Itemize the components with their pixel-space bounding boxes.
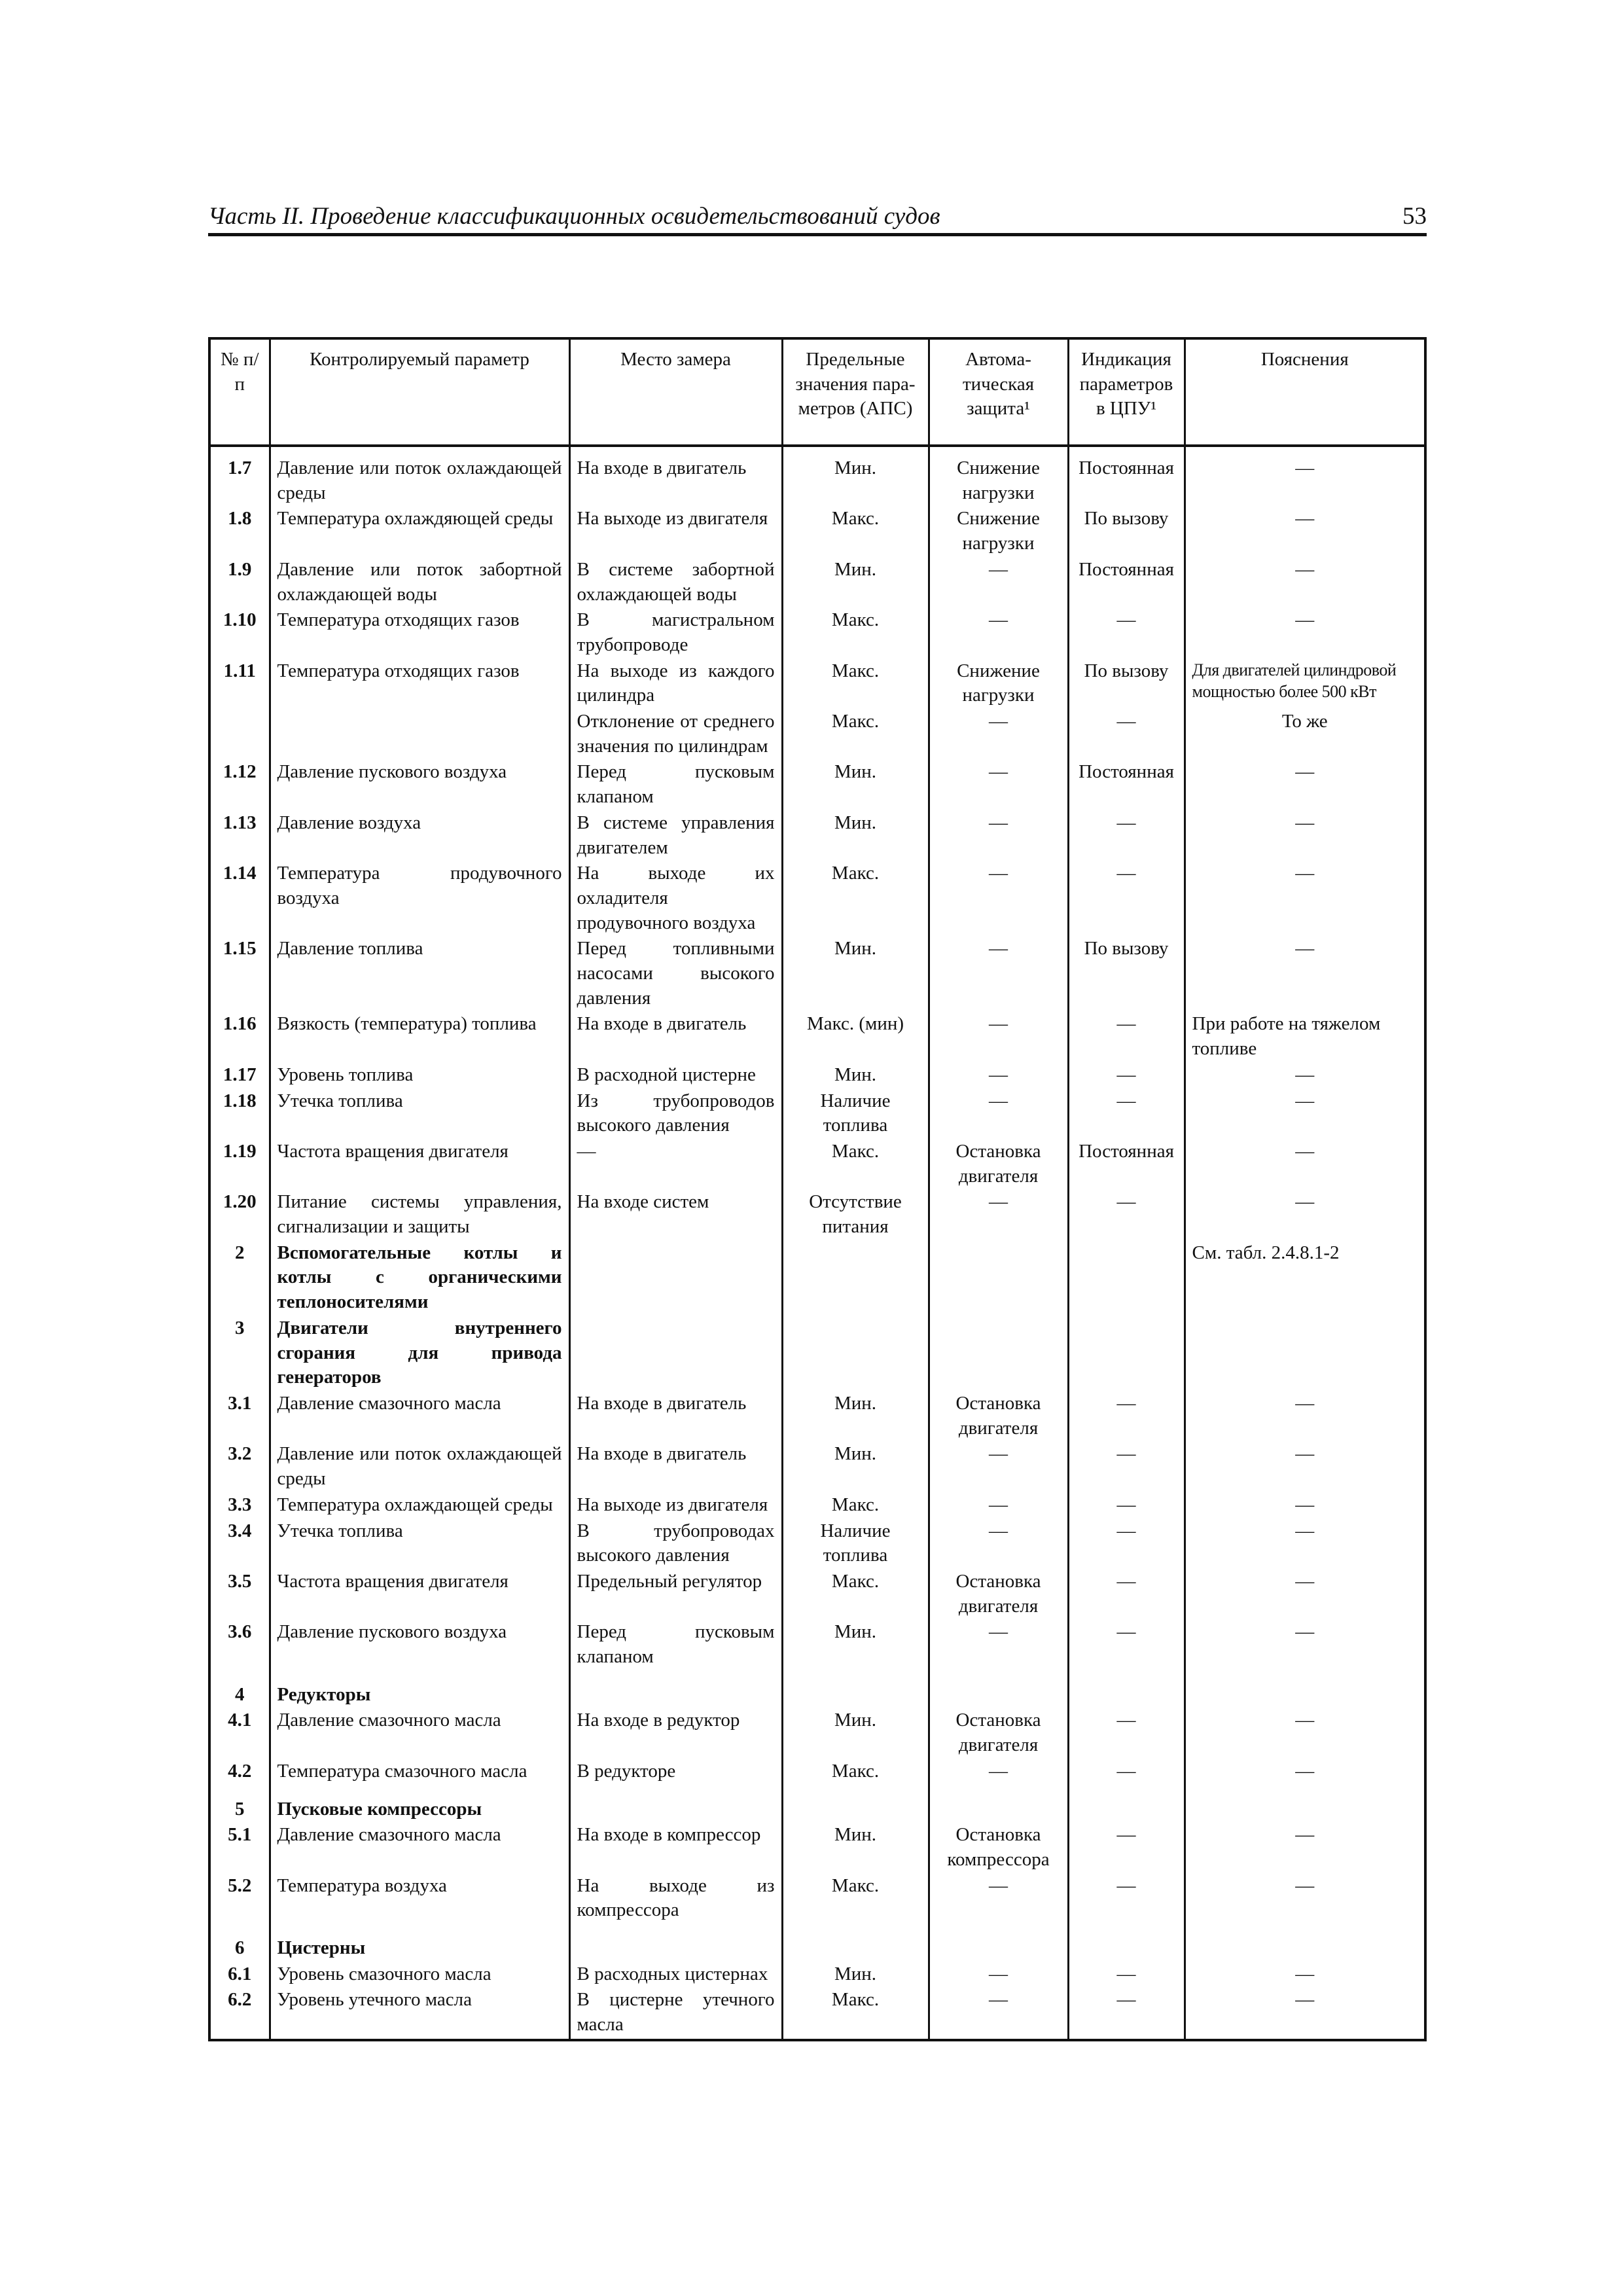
table-row (211, 1390, 1424, 1441)
row-location: На выходе из двигателя (569, 1492, 782, 1518)
row-parameter: Температура смазочного масла (270, 1758, 569, 1784)
row-parameter: Питание системы управления, сигнализации и защиты (270, 1189, 569, 1239)
row-note: — (1185, 607, 1424, 657)
row-parameter: Температура продувочного воздуха (270, 860, 569, 935)
row-parameter: Давление пускового воздуха (270, 759, 569, 809)
row-location (569, 1240, 782, 1315)
row-note: — (1185, 446, 1424, 505)
row-indication: — (1068, 1189, 1185, 1239)
row-protection: — (929, 607, 1068, 657)
row-note: То же (1185, 708, 1424, 759)
row-location (569, 1784, 782, 1822)
row-note: — (1185, 759, 1424, 809)
row-parameter: Давление или поток охлаждающей среды (270, 1441, 569, 1491)
row-limit: Макс. (782, 1873, 929, 1923)
table-row (211, 505, 1424, 556)
row-limit (782, 1923, 929, 1961)
row-note: — (1185, 1619, 1424, 1669)
row-limit: Макс. (782, 1986, 929, 2037)
row-protection: Остановка двигателя (929, 1138, 1068, 1189)
parameters-table (208, 337, 1427, 2041)
row-parameter: Вспомогательные котлы и котлы с органическими теплоносителями (270, 1240, 569, 1315)
row-limit (782, 1240, 929, 1315)
row-note: — (1185, 1518, 1424, 1568)
row-indication: — (1068, 1619, 1185, 1669)
row-location: На входе в двигатель (569, 1011, 782, 1061)
row-protection: Остановка двигателя (929, 1390, 1068, 1441)
table-row (211, 607, 1424, 657)
row-limit: Мин. (782, 1390, 929, 1441)
row-protection: — (929, 1961, 1068, 1987)
table-row (211, 1062, 1424, 1088)
row-number: 5 (211, 1784, 270, 1822)
row-indication: Постоянная (1068, 556, 1185, 607)
row-parameter: Частота вращения двигателя (270, 1138, 569, 1189)
row-limit: Мин. (782, 1619, 929, 1669)
row-parameter: Частота вращения двигателя (270, 1568, 569, 1619)
row-parameter: Давление топлива (270, 935, 569, 1011)
row-limit: Мин. (782, 759, 929, 809)
row-number: 1.18 (211, 1088, 270, 1138)
row-parameter: Уровень утечного масла (270, 1986, 569, 2037)
table-filler-cell (1185, 2037, 1424, 2039)
col-header-number: № п/п (211, 340, 270, 446)
row-protection (929, 1240, 1068, 1315)
table-filler-cell (1068, 2037, 1185, 2039)
row-note: — (1185, 556, 1424, 607)
row-limit: Мин. (782, 556, 929, 607)
row-protection: — (929, 1873, 1068, 1923)
row-protection: — (929, 1758, 1068, 1784)
row-note: — (1185, 1189, 1424, 1239)
table-row (211, 1758, 1424, 1784)
table-row (211, 658, 1424, 708)
row-location: На входе в двигатель (569, 446, 782, 505)
row-number: 6 (211, 1923, 270, 1961)
row-indication: По вызову (1068, 935, 1185, 1011)
table-row (211, 935, 1424, 1011)
table-row (211, 1670, 1424, 1708)
row-limit: Макс. (782, 658, 929, 708)
row-number: 1.9 (211, 556, 270, 607)
row-parameter: Давление воздуха (270, 810, 569, 860)
table-row (211, 1189, 1424, 1239)
row-number: 5.2 (211, 1873, 270, 1923)
row-indication (1068, 1315, 1185, 1390)
row-limit: Наличие топлива (782, 1088, 929, 1138)
table-row (211, 1138, 1424, 1189)
table-filler-cell (569, 2037, 782, 2039)
page-number: 53 (1402, 203, 1427, 230)
row-indication: — (1068, 1707, 1185, 1757)
row-indication: — (1068, 1088, 1185, 1138)
row-number: 3 (211, 1315, 270, 1390)
table-filler-row (211, 2037, 1424, 2039)
table-row (211, 1568, 1424, 1619)
row-limit: Макс. (782, 708, 929, 759)
row-protection: Остановка двигателя (929, 1707, 1068, 1757)
row-number: 6.1 (211, 1961, 270, 1987)
row-indication (1068, 1784, 1185, 1822)
row-indication: — (1068, 1390, 1185, 1441)
row-limit (782, 1315, 929, 1390)
table-row (211, 1619, 1424, 1669)
table-row (211, 708, 1424, 759)
row-parameter: Температура отходящих газов (270, 607, 569, 657)
row-location: В редукторе (569, 1758, 782, 1784)
row-indication (1068, 1670, 1185, 1708)
row-location: Предельный регулятор (569, 1568, 782, 1619)
row-indication: — (1068, 1518, 1185, 1568)
table-row (211, 1961, 1424, 1987)
row-protection: — (929, 1011, 1068, 1061)
table-row (211, 1011, 1424, 1061)
row-indication: Постоянная (1068, 759, 1185, 809)
row-protection: Снижение нагрузки (929, 505, 1068, 556)
row-location: Отклонение от среднего значения по цилиндрам (569, 708, 782, 759)
table-row (211, 1986, 1424, 2037)
row-protection: — (929, 1189, 1068, 1239)
row-number: 1.17 (211, 1062, 270, 1088)
row-note: При работе на тяжелом топливе (1185, 1011, 1424, 1061)
row-number: 3.1 (211, 1390, 270, 1441)
row-indication: — (1068, 1441, 1185, 1491)
row-location: На входе в двигатель (569, 1441, 782, 1491)
table-row (211, 446, 1424, 505)
row-number: 1.13 (211, 810, 270, 860)
row-location: Перед пусковым клапаном (569, 759, 782, 809)
row-limit: Мин. (782, 1961, 929, 1987)
row-number: 5.1 (211, 1821, 270, 1872)
row-location: В трубопроводах высокого давления (569, 1518, 782, 1568)
row-indication: — (1068, 1821, 1185, 1872)
row-parameter: Температура воздуха (270, 1873, 569, 1923)
row-limit: Макс. (782, 1568, 929, 1619)
row-location (569, 1315, 782, 1390)
row-number: 6.2 (211, 1986, 270, 2037)
row-location (569, 1923, 782, 1961)
row-protection: Снижение нагрузки (929, 658, 1068, 708)
row-note: — (1185, 1961, 1424, 1987)
page-header (208, 198, 1427, 236)
row-note: — (1185, 810, 1424, 860)
row-parameter: Давление пускового воздуха (270, 1619, 569, 1669)
row-location: В системе управления двигателем (569, 810, 782, 860)
col-header-indication: Индикация параметров в ЦПУ¹ (1068, 340, 1185, 446)
row-note: — (1185, 1138, 1424, 1189)
row-limit: Отсутствие питания (782, 1189, 929, 1239)
row-indication: — (1068, 1568, 1185, 1619)
row-parameter: Уровень топлива (270, 1062, 569, 1088)
row-limit: Мин. (782, 935, 929, 1011)
col-header-location: Место замера (569, 340, 782, 446)
row-location: В магистральном трубопроводе (569, 607, 782, 657)
row-indication: — (1068, 607, 1185, 657)
row-note: — (1185, 1873, 1424, 1923)
row-parameter: Температура отходящих газов (270, 658, 569, 708)
row-protection: — (929, 935, 1068, 1011)
row-parameter: Давление смазочного масла (270, 1390, 569, 1441)
row-limit: Макс. (мин) (782, 1011, 929, 1061)
row-parameter: Температура охлаждающей среды (270, 1492, 569, 1518)
table-row (211, 1088, 1424, 1138)
row-protection: — (929, 860, 1068, 935)
row-note (1185, 1670, 1424, 1708)
row-location: На выходе из компрессора (569, 1873, 782, 1923)
row-location: — (569, 1138, 782, 1189)
row-note: — (1185, 860, 1424, 935)
row-location: На выходе их охладителя продувочного воздуха (569, 860, 782, 935)
row-limit: Мин. (782, 810, 929, 860)
table-filler-cell (782, 2037, 929, 2039)
row-parameter: Редукторы (270, 1670, 569, 1708)
row-limit (782, 1670, 929, 1708)
row-note: Для двигателей цилиндровой мощностью более 500 кВт (1185, 658, 1424, 708)
row-note: — (1185, 1062, 1424, 1088)
row-location: Перед пусковым клапаном (569, 1619, 782, 1669)
row-limit: Мин. (782, 1062, 929, 1088)
row-number: 2 (211, 1240, 270, 1315)
row-note: — (1185, 1986, 1424, 2037)
table-row (211, 1923, 1424, 1961)
table-row (211, 1821, 1424, 1872)
row-note: — (1185, 1758, 1424, 1784)
row-protection: — (929, 810, 1068, 860)
row-limit: Наличие топлива (782, 1518, 929, 1568)
row-protection (929, 1670, 1068, 1708)
table-row (211, 1518, 1424, 1568)
row-parameter (270, 708, 569, 759)
row-limit: Мин. (782, 1707, 929, 1757)
table-row (211, 1315, 1424, 1390)
row-note: — (1185, 1821, 1424, 1872)
row-parameter: Давление смазочного масла (270, 1707, 569, 1757)
row-location: На входе систем (569, 1189, 782, 1239)
row-indication: — (1068, 1986, 1185, 2037)
row-note: — (1185, 935, 1424, 1011)
row-number: 1.19 (211, 1138, 270, 1189)
row-location: В цистерне утечного масла (569, 1986, 782, 2037)
row-note (1185, 1315, 1424, 1390)
row-location: На выходе из каждого цилиндра (569, 658, 782, 708)
row-indication: Постоянная (1068, 446, 1185, 505)
row-number: 1.15 (211, 935, 270, 1011)
row-indication: По вызову (1068, 658, 1185, 708)
row-protection: — (929, 556, 1068, 607)
table-row (211, 1707, 1424, 1757)
row-parameter: Пусковые компрессоры (270, 1784, 569, 1822)
row-limit: Макс. (782, 1138, 929, 1189)
row-indication: — (1068, 1758, 1185, 1784)
row-protection: Снижение нагрузки (929, 446, 1068, 505)
row-protection (929, 1923, 1068, 1961)
row-location: На выходе из двигателя (569, 505, 782, 556)
table-filler-cell (929, 2037, 1068, 2039)
row-parameter: Вязкость (температура) топлива (270, 1011, 569, 1061)
row-limit: Макс. (782, 1758, 929, 1784)
row-indication: — (1068, 1492, 1185, 1518)
row-number: 4.2 (211, 1758, 270, 1784)
table-row (211, 556, 1424, 607)
row-note: — (1185, 1707, 1424, 1757)
table-row (211, 1784, 1424, 1822)
row-parameter: Давление смазочного масла (270, 1821, 569, 1872)
row-limit: Макс. (782, 1492, 929, 1518)
table-row (211, 1441, 1424, 1491)
row-parameter: Утечка топлива (270, 1518, 569, 1568)
row-indication: — (1068, 1873, 1185, 1923)
row-protection (929, 1784, 1068, 1822)
row-parameter: Давление или поток забортной охлаждающей воды (270, 556, 569, 607)
row-location: На входе в двигатель (569, 1390, 782, 1441)
row-location: На входе в компрессор (569, 1821, 782, 1872)
row-parameter: Утечка топлива (270, 1088, 569, 1138)
row-limit: Мин. (782, 1821, 929, 1872)
row-parameter: Давление или поток охлаждающей среды (270, 446, 569, 505)
row-protection: — (929, 1518, 1068, 1568)
row-protection: — (929, 759, 1068, 809)
row-protection: — (929, 1986, 1068, 2037)
row-protection (929, 1315, 1068, 1390)
table-row (211, 1873, 1424, 1923)
row-note: — (1185, 505, 1424, 556)
row-location (569, 1670, 782, 1708)
row-number: 3.4 (211, 1518, 270, 1568)
row-number: 4.1 (211, 1707, 270, 1757)
row-indication: — (1068, 708, 1185, 759)
table-row (211, 810, 1424, 860)
row-protection: — (929, 1441, 1068, 1491)
row-indication: — (1068, 1062, 1185, 1088)
row-number: 1.16 (211, 1011, 270, 1061)
row-parameter: Уровень смазочного масла (270, 1961, 569, 1987)
row-number: 1.12 (211, 759, 270, 809)
row-protection: Остановка двигателя (929, 1568, 1068, 1619)
row-note: См. табл. 2.4.8.1-2 (1185, 1240, 1424, 1315)
row-indication: По вызову (1068, 505, 1185, 556)
table-header-row (211, 340, 1424, 446)
row-location: В расходных цистернах (569, 1961, 782, 1987)
row-protection: — (929, 1062, 1068, 1088)
row-note (1185, 1923, 1424, 1961)
row-limit: Макс. (782, 505, 929, 556)
row-limit: Макс. (782, 860, 929, 935)
col-header-limits: Предельные значения пара- метров (АПС) (782, 340, 929, 446)
running-title: Часть II. Проведение классификационных освидетельствований судов (208, 203, 940, 230)
row-indication (1068, 1240, 1185, 1315)
row-number: 4 (211, 1670, 270, 1708)
row-indication: — (1068, 810, 1185, 860)
row-number: 3.6 (211, 1619, 270, 1669)
row-number: 3.3 (211, 1492, 270, 1518)
row-location: Перед топливными насосами высокого давления (569, 935, 782, 1011)
row-location: Из трубопроводов высокого давления (569, 1088, 782, 1138)
row-location: На входе в редуктор (569, 1707, 782, 1757)
row-indication (1068, 1923, 1185, 1961)
row-limit: Мин. (782, 446, 929, 505)
row-indication: Постоянная (1068, 1138, 1185, 1189)
row-protection: — (929, 1088, 1068, 1138)
row-number: 1.8 (211, 505, 270, 556)
row-indication: — (1068, 1011, 1185, 1061)
col-header-parameter: Контролируемый параметр (270, 340, 569, 446)
row-number: 1.14 (211, 860, 270, 935)
row-parameter: Цистерны (270, 1923, 569, 1961)
row-indication: — (1068, 860, 1185, 935)
row-number: 1.20 (211, 1189, 270, 1239)
row-note: — (1185, 1568, 1424, 1619)
row-parameter: Двигатели внутреннего сгорания для привода генераторов (270, 1315, 569, 1390)
row-number: 1.11 (211, 658, 270, 708)
row-limit: Мин. (782, 1441, 929, 1491)
row-number: 1.7 (211, 446, 270, 505)
table-filler-cell (211, 2037, 270, 2039)
row-number (211, 708, 270, 759)
table-filler-cell (270, 2037, 569, 2039)
row-indication: — (1068, 1961, 1185, 1987)
col-header-notes: Пояснения (1185, 340, 1424, 446)
row-parameter: Температура охлаждяющей среды (270, 505, 569, 556)
row-protection: — (929, 1492, 1068, 1518)
row-protection: — (929, 1619, 1068, 1669)
row-note: — (1185, 1492, 1424, 1518)
row-note: — (1185, 1441, 1424, 1491)
row-location: В системе забортной охлаждающей воды (569, 556, 782, 607)
row-protection: Остановка компрессора (929, 1821, 1068, 1872)
row-note: — (1185, 1088, 1424, 1138)
row-note (1185, 1784, 1424, 1822)
table-row (211, 759, 1424, 809)
row-number: 3.2 (211, 1441, 270, 1491)
row-protection: — (929, 708, 1068, 759)
row-number: 3.5 (211, 1568, 270, 1619)
table-row (211, 860, 1424, 935)
col-header-protection: Автома- тическая защита¹ (929, 340, 1068, 446)
row-location: В расходной цистерне (569, 1062, 782, 1088)
table-body (211, 446, 1424, 2039)
row-limit: Макс. (782, 607, 929, 657)
row-limit (782, 1784, 929, 1822)
table-row (211, 1240, 1424, 1315)
row-number: 1.10 (211, 607, 270, 657)
table-row (211, 1492, 1424, 1518)
row-note: — (1185, 1390, 1424, 1441)
